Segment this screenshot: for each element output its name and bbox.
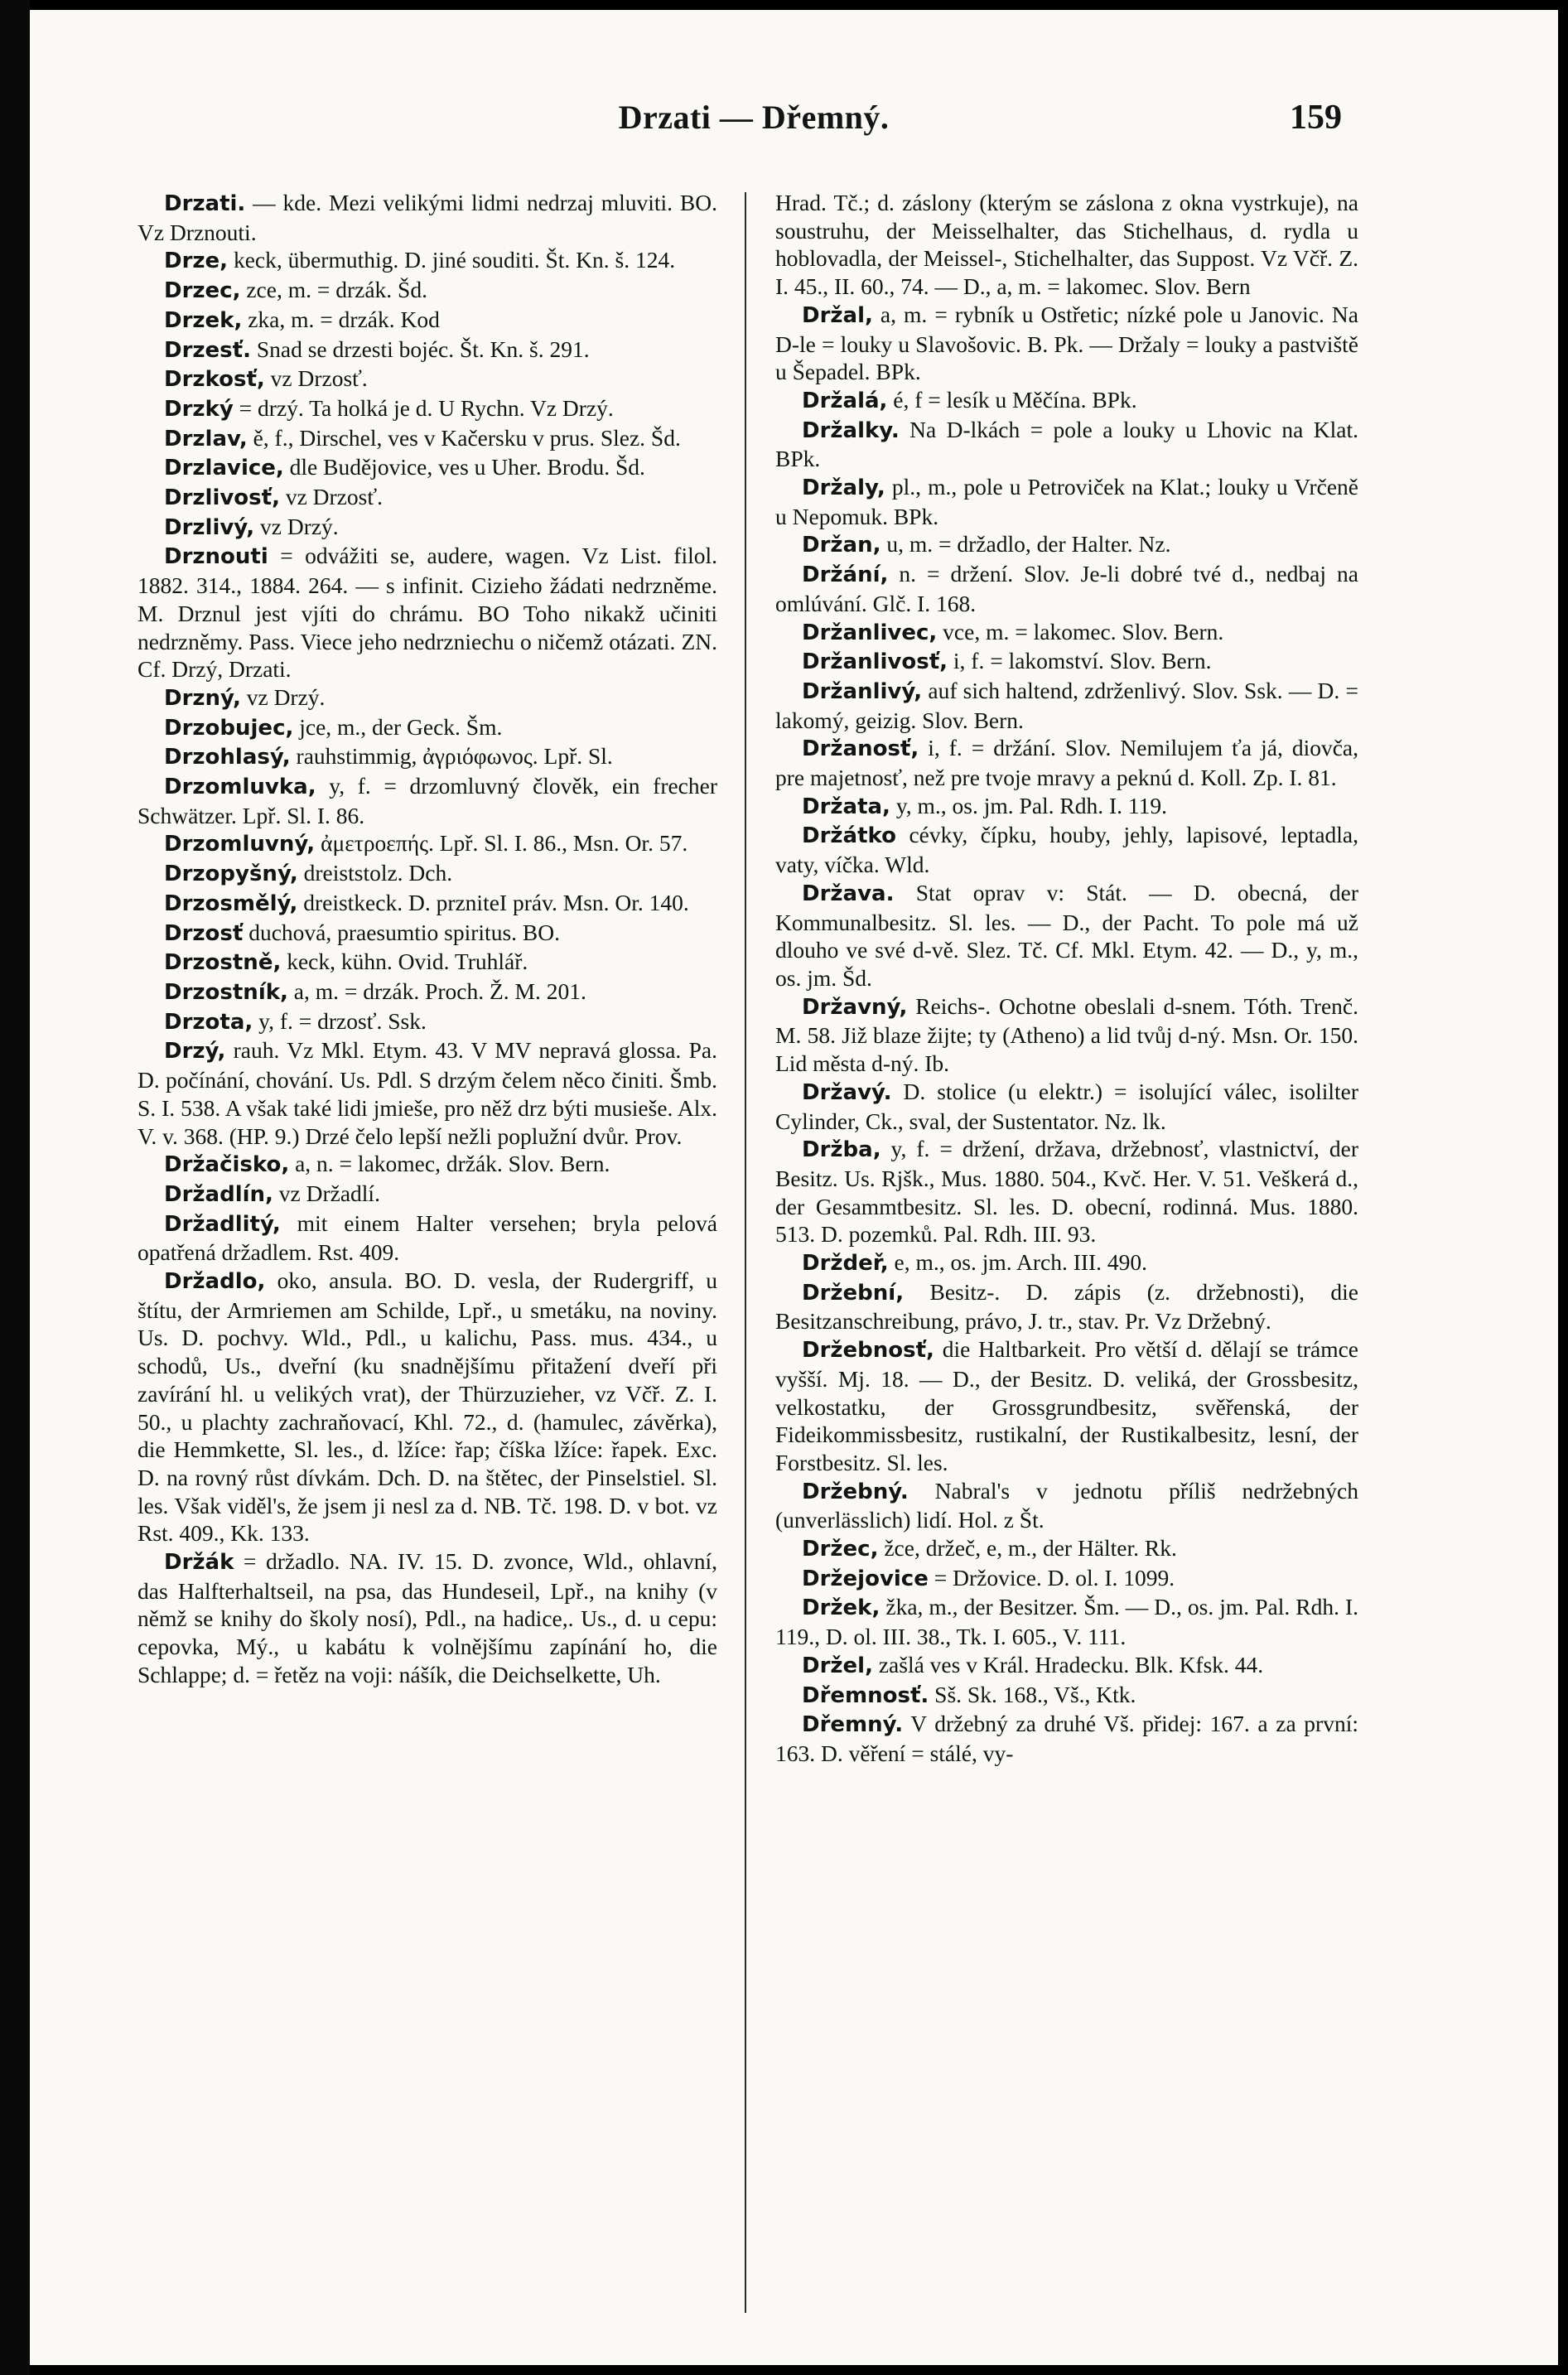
entry-headword: Drzný, [164,685,241,711]
entry-headword: Drzek, [164,307,243,333]
entry-headword: Drzký [164,396,234,422]
dictionary-entry [775,1681,1358,1711]
page-header [166,98,1342,147]
entry-headword: Držba, [802,1137,881,1163]
entry-headword: Dřemnosť. [802,1682,929,1708]
entry-text: pl., m., pole u Petroviček na Klat.; louky u Vrčeně u Nepomuk. BPk. [775,474,1358,529]
entry-text: zka, m. = drzák. Kod [242,306,440,332]
entry-text: e, m., os. jm. Arch. III. 490. [888,1249,1148,1276]
dictionary-entry [775,821,1358,878]
dictionary-entry [775,1278,1358,1335]
entry-headword: Držadlín, [164,1181,273,1207]
dictionary-entry [775,734,1358,791]
entry-headword: Drzohlasý, [164,745,291,770]
dictionary-entry [775,560,1358,617]
dictionary-entry [775,1335,1358,1477]
entry-headword: Drznouti [164,544,268,570]
entry-headword: Držel, [802,1653,873,1678]
page-number: 159 [1290,99,1342,137]
entry-text: é, f = lesík u Měčína. BPk. [887,386,1137,413]
entry-text: cévky, čípku, houby, jehly, lapisové, leptadla, vaty, víčka. Wld. [775,822,1358,878]
dictionary-entry [775,1135,1358,1248]
dictionary-entry [775,416,1358,473]
right-column [775,189,1358,2343]
entry-text: keck, kühn. Ovid. Truhlář. [281,949,528,975]
entry-headword: Drzlav, [164,426,248,451]
entry-text: a, m. = drzák. Proch. Ž. M. 201. [287,978,586,1004]
entry-headword: Drzostník, [164,979,288,1005]
dictionary-entry [138,513,717,543]
entry-headword: Držejovice [802,1566,929,1591]
dictionary-entry [138,1150,717,1180]
entry-text: rauh. Vz Mkl. Etym. 43. V MV nepravá glossa. Pa. D. počínání, chování. Us. Pdl. S drzým čelem něco činiti. Šmb. S. I. 538. A však také lidi jmieše, pro něž drz býti musieše. Alx. V. v. 368. (HP. 9.) Drzé čelo lepší nežli poplužní dvůr. Prov. [138,1037,717,1149]
dictionary-entry [775,1534,1358,1564]
entry-text: žka, m., der Besitzer. Šm. — D., os. jm. Pal. Rdh. I. 119., D. ol. III. 38., Tk. I. 605., V. 111. [775,1594,1358,1650]
entry-text: n. = držení. Slov. Je-li dobré tvé d., nedbaj na omlúvání. Glč. I. 168. [775,561,1358,616]
entry-text: a, n. = lakomec, držák. Slov. Bern. [289,1151,610,1177]
entry-headword: Drzesť. [164,337,251,363]
dictionary-entry [138,189,717,246]
entry-text: žce, držeč, e, m., der Hälter. Rk. [878,1535,1177,1562]
entry-headword: Držání, [802,562,889,588]
entry-text: Snad se drzesti bojéc. Št. Kn. š. 291. [250,335,590,362]
entry-text: vz Držadlí. [273,1180,380,1206]
entry-text: zašlá ves v Král. Hradecku. Blk. Kfsk. 44. [872,1651,1264,1677]
entry-text: y, m., os. jm. Pal. Rdh. I. 119. [890,792,1168,818]
entry-headword: Držec, [802,1537,879,1562]
entry-text: = drzý. Ta holká je d. U Rychn. Vz Drzý. [233,394,614,421]
dictionary-entry [138,889,717,919]
entry-headword: Drzlivosť, [164,485,280,511]
entry-text: u, m. = držadlo, der Halter. Nz. [880,531,1171,558]
entry-text: vz Drzosť. [264,365,368,392]
entry-text: dreistkeck. D. przniteI práv. Msn. Or. 140. [297,889,689,915]
dictionary-entry [138,424,717,454]
entry-headword: Držebný. [802,1479,909,1504]
entry-headword: Držební, [802,1280,905,1306]
dictionary-entry [775,677,1358,734]
entry-headword: Držebnosť, [802,1338,934,1364]
entry-headword: Držalá, [802,388,888,413]
entry-headword: Drzostně, [164,950,282,976]
entry-headword: Dřemný. [802,1712,904,1738]
entry-headword: Držan, [802,533,881,558]
entry-text: = držadlo. NA. IV. 15. D. zvonce, Wld., ohlavní, das Halfterhaltseil, na psa, das Hundeseil, Lpř., na knihy (v němž se knihy do školy nosí), Pdl., na hadice,. Us., d. u cepu: cepovka, Mý., u kabátu k volnějšímu zapínání ho, die Schlappe; d. = řetěz na voji: nášík, die Deichselkette, Uh. [138,1548,717,1687]
dictionary-entry [138,483,717,513]
entry-text: auf sich haltend, zdrženlivý. Slov. Ssk. — D. = lakomý, geizig. Slov. Bern. [775,677,1358,733]
entry-headword: Drzobujec, [164,715,294,741]
entry-text: V držebný za druhé Vš. přidej: 167. a za první: 163. D. věření = stálé, vy- [775,1711,1358,1766]
dictionary-entry [138,683,717,713]
entry-headword: Drzec, [164,278,241,304]
entry-text: duchová, praesumtio spiritus. BO. [243,919,560,945]
dictionary-entry [138,1547,717,1689]
dictionary-entry [775,879,1358,992]
entry-headword: Drzkosť, [164,367,265,393]
entry-headword: Drze, [164,249,229,274]
entry-headword: Državý. [802,1079,892,1105]
entry-headword: Drzosmělý, [164,891,298,916]
entry-text: keck, übermuthig. D. jiné souditi. Št. Kn. š. 124. [228,247,676,273]
dictionary-entry [138,978,717,1007]
entry-text: y, f. = drzosť. Ssk. [253,1007,427,1034]
running-title: Drzati — Dřemný. [618,99,890,136]
dictionary-entry [138,1180,717,1209]
entry-text: vz Drzosť. [279,484,383,510]
entry-headword: Drzomluvný, [164,832,316,857]
entry-text: = odvážiti se, audere, wagen. Vz List. filol. 1882. 314., 1884. 264. — s infinit. Cizieho žádati nedrzněme. M. Drznul jest vjíti do chrámu. BO Toho nikakž učiniti nedrzněmy. Pass. Viece jeho nedrzniechu o ničemž otázati. ZN. Cf. Drzý, Drzati. [138,543,717,683]
entry-headword: Držal, [802,302,873,328]
entry-text: Na D-lkách = pole a louky u Lhovic na Klat. BPk. [775,416,1358,472]
dictionary-entry [138,919,717,949]
dictionary-entry [775,189,1358,301]
entry-headword: Drzomluvka, [164,775,316,800]
entry-headword: Drzati. [164,191,246,216]
dictionary-entry [138,1007,717,1037]
entry-headword: Držadlo, [164,1269,266,1295]
entry-text: y, f. = drzomluvný člověk, ein frecher Schwätzer. Lpř. Sl. I. 86. [138,773,717,828]
entry-headword: Drzlavice, [164,456,284,481]
entry-text: ě, f., Dirschel, ves v Kačersku v prus. Slez. Šd. [247,424,681,451]
dictionary-entry [775,1710,1358,1767]
dictionary-entry [775,618,1358,648]
dictionary-entry [775,1078,1358,1135]
dictionary-entry [138,542,717,683]
entry-headword: Držačisko, [164,1152,290,1178]
column-divider [745,192,746,2313]
dictionary-entry [775,647,1358,677]
entry-text: ἀμετροεπής. Lpř. Sl. I. 86., Msn. Or. 57. [315,830,688,857]
entry-text: vce, m. = lakomec. Slov. Bern. [937,618,1224,644]
dictionary-entry [775,1248,1358,1278]
dictionary-entry [138,948,717,978]
entry-headword: Držanlivec, [802,620,938,645]
entry-headword: Drzopyšný, [164,862,298,887]
dictionary-entry [138,1209,717,1267]
dictionary-entry [138,335,717,365]
entry-text: = Držovice. D. ol. I. 1099. [928,1564,1175,1591]
entry-headword: Drždeř, [802,1251,889,1277]
entry-text: dle Budějovice, ves u Uher. Brodu. Šd. [283,454,645,480]
dictionary-entry [138,772,717,829]
entry-text: Sš. Sk. 168., Vš., Ktk. [929,1681,1136,1707]
entry-text: die Haltbarkeit. Pro větší d. dělají se trámce vyšší. Mj. 18. — D., der Besitz. D. veliká, der Grossbesitz, velkostatku, der Grossgrundbesitz, svěřenská, der Fideikommissbesitz, rustikalní, der Rustikalbesitz, lesní, der Forstbesitz. Sl. les. [775,1336,1358,1475]
entry-text: vz Drzý. [254,513,339,539]
dictionary-entry [138,276,717,306]
entry-text: i, f. = lakomství. Slov. Bern. [948,648,1212,674]
dictionary-entry [138,713,717,743]
entry-headword: Držanosť, [802,736,919,762]
dictionary-entry [775,1564,1358,1594]
entry-text: Reichs-. Ochotne obeslali d-snem. Tóth. Trenč. M. 58. Již blaze žijte; ty (Atheno) a lid tvůj d-ný. Msn. Or. 150. Lid města d-ný. Ib. [775,992,1358,1077]
entry-headword: Drzlivý, [164,514,255,540]
entry-text: y, f. = držení, država, držebnosť, vlastnictví, der Besitz. Us. Rjšk., Mus. 1880. 504., Kvč. Her. V. 51. Veškerá d., der Gesammtbesitz. Sl. les. D. obecní, rodinná. Mus. 1880. 513. D. pozemků. Pal. Rdh. III. 93. [775,1136,1358,1248]
dictionary-entry [775,1593,1358,1650]
entry-headword: Drzota, [164,1009,253,1035]
entry-text: Stat oprav v: Stát. — D. obecná, der Kommunalbesitz. Sl. les. — D., der Pacht. To pole má už dlouho ve své d-vě. Slez. Tč. Cf. Mkl. Etym. 42. — D., y, m., os. jm. Šd. [775,879,1358,991]
left-column [138,189,717,2343]
entry-headword: Držadlitý, [164,1211,281,1237]
dictionary-entry [775,473,1358,530]
dictionary-entry [138,246,717,276]
entry-text: Besitz-. D. zápis (z. držebnosti), die Besitzanschreibung, právo, J. tr., stav. Pr. Vz Držebný. [775,1278,1358,1335]
entry-headword: Držák [164,1550,234,1576]
entry-headword: Držaly, [802,475,885,501]
entry-text: zce, m. = drzák. Šd. [240,277,427,303]
entry-text: Hrad. Tč.; d. záslony (kterým se záslona z okna vystrkuje), na soustruhu, der Meisselhalter, das Stichelhaus, d. rydla u hoblovadla, der Meissel-, Stichelhalter, das Suppost. Vz Včř. Z. I. 45., II. 60., 74. — D., a, m. = lakomec. Slov. Bern [775,190,1358,300]
entry-text: mit einem Halter versehen; bryla pelová opatřená držadlem. Rst. 409. [138,1209,717,1266]
entry-headword: Držata, [802,794,890,819]
entry-headword: Držátko [802,823,896,849]
entry-text: D. stolice (u elektr.) = isolující válec, isolilter Cylinder, Ck., sval, der Sustentator. Nz. lk. [775,1078,1358,1134]
entry-headword: Država. [802,881,895,906]
dictionary-entry [138,364,717,394]
entry-headword: Državný, [802,994,908,1020]
entry-text: — kde. Mezi velikými lidmi nedrzaj mluviti. BO. Vz Drznouti. [138,190,717,245]
dictionary-entry [775,992,1358,1078]
entry-headword: Držanlivý, [802,678,923,704]
entry-headword: Držalky. [802,418,900,443]
entry-text: Nabral's v jednotu příliš nedržebných (unverlässlich) lidí. Hol. z Št. [775,1477,1358,1533]
entry-headword: Drzý, [164,1039,226,1064]
entry-text: i, f. = držání. Slov. Nemilujem ťa já, diovča, pre majetnosť, než pre tvoje mravy a peknú d. Koll. Zp. I. 81. [775,735,1358,791]
dictionary-entry [775,792,1358,822]
entry-headword: Držek, [802,1595,880,1621]
dictionary-entry [775,1477,1358,1534]
entry-text: jce, m., der Geck. Šm. [293,713,503,740]
dictionary-entry [775,386,1358,416]
dictionary-entry [775,301,1358,386]
dictionary-entry [138,306,717,335]
dictionary-entry [138,829,717,859]
entry-text: oko, ansula. BO. D. vesla, der Rudergriff, u štítu, der Armriemen am Schilde, Lpř., u smetáku, na noviny. Us. D. pochvy. Wld., Pdl., u kalichu, Pass. mus. 434., u schodů, Us., dveřní (ku snadnějšímu přitažení dveří při zavírání hl. u velikých vrat), der Thürzuzieher, vz Včř. Z. I. 50., u plachty zachraňovací, Khl. 72., d. (hamulec, závěrka), die Hemmkette, Sl. les., d. lžíce: řap; číška lžíce: řapek. Exc. D. na rovný růst dívkám. Dch. D. na štětec, der Pinselstiel. Sl. les. Však viděl's, že jsem ji nesl za d. NB. Tč. 198. D. v bot. vz Rst. 409., Kk. 133. [138,1267,717,1547]
dictionary-entry [138,394,717,424]
dictionary-entry [138,859,717,889]
dictionary-entry [775,1651,1358,1681]
entry-text: rauhstimmig, ἀγριόφωνος. Lpř. Sl. [290,743,613,770]
dictionary-entry [138,1267,717,1547]
dictionary-entry [775,530,1358,560]
entry-headword: Držanlivosť, [802,649,948,675]
entry-text: a, m. = rybník u Ostřetic; nízké pole u Janovic. Na D-le = louky u Slavošovic. B. Pk. — Držaly = louky a pastviště u Šepadel. BPk. [775,301,1358,385]
entry-text: vz Drzý. [240,683,326,710]
dictionary-entry [138,453,717,483]
dictionary-entry [138,1036,717,1150]
entry-text: dreiststolz. Dch. [297,860,453,886]
dictionary-entry [138,742,717,772]
entry-headword: Drzosť [164,920,244,946]
